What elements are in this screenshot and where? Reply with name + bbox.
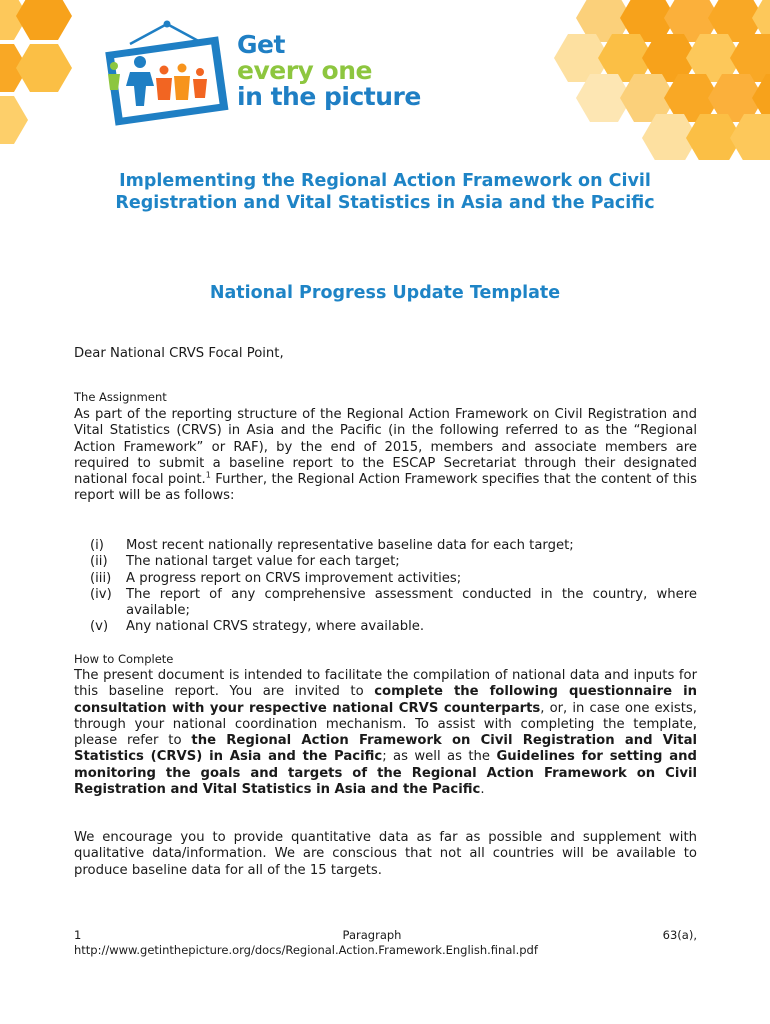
logo-line-in-the-picture: in the picture xyxy=(237,82,421,111)
list-item xyxy=(74,538,697,554)
salutation: Dear National CRVS Focal Point, xyxy=(74,346,284,361)
logo-line-every-one xyxy=(237,58,421,84)
list-item xyxy=(74,619,697,635)
honeycomb-right-decoration xyxy=(440,0,770,160)
list-item xyxy=(74,554,697,570)
list-item-text: Most recent nationally representative baseline data for each target; xyxy=(126,538,574,553)
footnote-paragraph-word: Paragraph xyxy=(342,928,402,942)
footnote-number: 1 xyxy=(74,928,82,942)
document-subtitle: National Progress Update Template xyxy=(209,283,561,303)
assignment-heading: The Assignment xyxy=(74,390,167,404)
list-item-text: The report of any comprehensive assessment conducted in the country, where available; xyxy=(126,586,697,619)
logo-wordmark xyxy=(237,32,421,110)
encourage-paragraph: We encourage you to provide quantitative data as far as possible and supplement with qualitative data/information. We are conscious that not all countries will be available to produce baseline data for all of the 15 targets. xyxy=(74,830,697,878)
list-item-number: (iv) xyxy=(90,586,112,602)
get-every-one-logo xyxy=(100,20,440,130)
logo-word-every: every xyxy=(237,56,314,85)
footnote xyxy=(74,928,697,957)
list-item xyxy=(74,587,697,620)
footnote-paragraph-ref: 63(a), xyxy=(662,928,697,942)
list-item-number: (iii) xyxy=(90,570,112,586)
footnote-reference: 1 xyxy=(205,470,211,480)
footnote-url: http://www.getinthepicture.org/docs/Regional.Action.Framework.English.final.pdf xyxy=(74,942,538,957)
list-item-text: A progress report on CRVS improvement activities; xyxy=(126,570,462,586)
how-text-2: , or, in case one exists, through your national coordination mechanism. To assist with completing the template, please refer to xyxy=(74,700,697,749)
list-item-number: (ii) xyxy=(90,554,108,570)
how-text-4: . xyxy=(480,782,485,798)
assignment-text-b: Further, the Regional Action Framework specifies that the content of this report will be as follows: xyxy=(74,472,697,504)
list-item-text: Any national CRVS strategy, where available. xyxy=(126,619,425,635)
honeycomb-left-decoration xyxy=(0,0,90,150)
list-item-number: (i) xyxy=(90,538,104,553)
how-to-complete-paragraph xyxy=(74,668,697,798)
how-bold-1: complete the following questionnaire in consultation with your respective national CRVS counterparts xyxy=(74,684,697,716)
how-text-3: ; as well as the xyxy=(382,749,497,765)
logo-word-one: one xyxy=(313,56,372,85)
list-item-number: (v) xyxy=(90,619,109,635)
how-bold-2: the Regional Action Framework on Civil Registration and Vital Statistics (CRVS) in Asia and the Pacific xyxy=(74,733,698,765)
document-title: Implementing the Regional Action Framework on Civil Registration and Vital Statistics in Asia and the Pacific xyxy=(115,171,655,213)
list-item xyxy=(74,571,697,587)
requirements-list xyxy=(74,538,697,636)
assignment-paragraph xyxy=(74,407,697,505)
how-bold-3: Guidelines for setting and monitoring the goals and targets of the Regional Action Framework on Civil Registration and Vital Statistics in Asia and the Pacific xyxy=(74,749,697,798)
assignment-text-a: As part of the reporting structure of the Regional Action Framework on Civil Registration and Vital Statistics (CRVS) in Asia and the Pacific (in the following referred to as the “Regional Action Framework” or RAF), by the end of 2015, members and associate members are required to submit a baseline report to the ESCAP Secretariat through their designated national focal point. xyxy=(74,407,697,488)
how-to-complete-heading: How to Complete xyxy=(74,652,174,666)
logo-line-get: Get xyxy=(237,30,285,59)
footnote-first-line xyxy=(74,928,697,943)
list-item-text: The national target value for each target; xyxy=(126,554,400,570)
picture-frame-icon xyxy=(100,20,235,128)
how-text-1: The present document is intended to facilitate the compilation of national data and inputs for this baseline report. You are invited to xyxy=(74,668,697,700)
